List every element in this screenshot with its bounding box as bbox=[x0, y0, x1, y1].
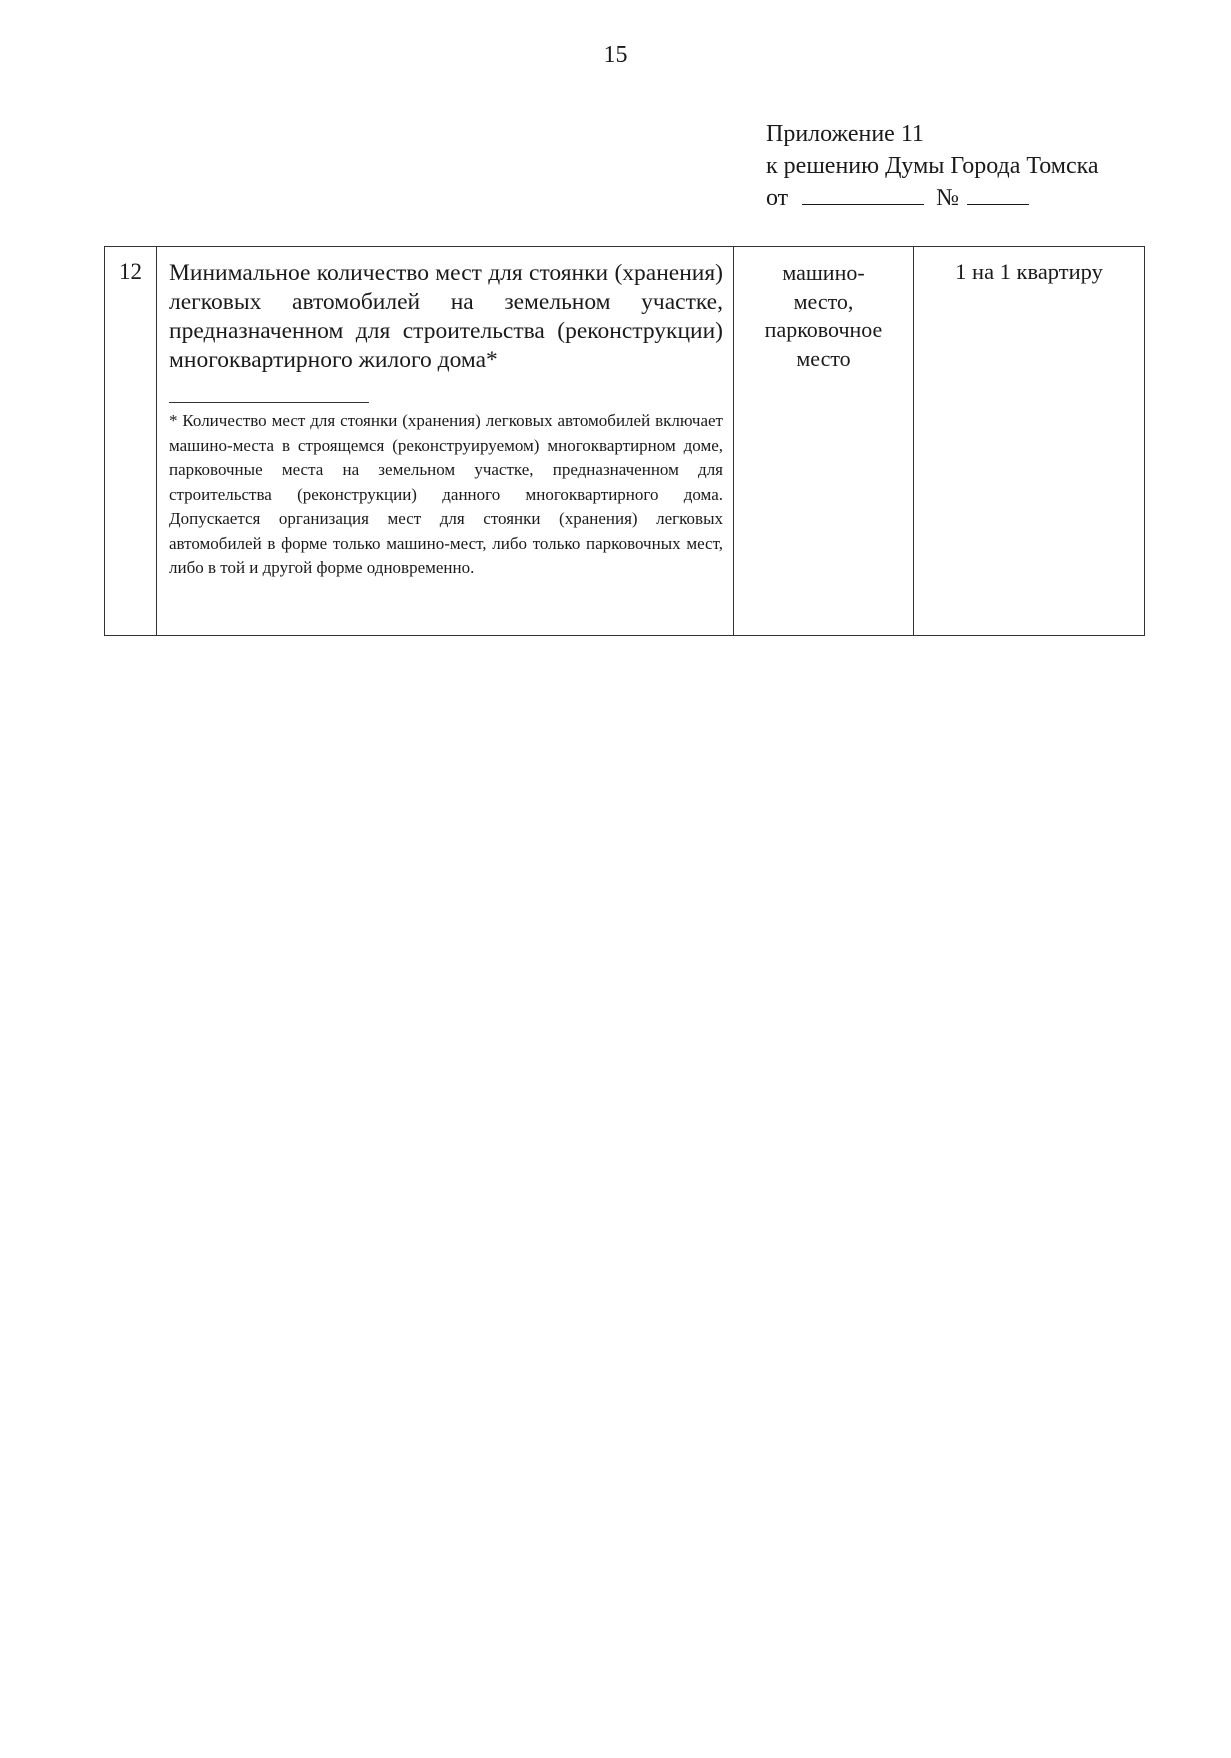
page-number: 15 bbox=[603, 42, 628, 68]
date-blank bbox=[802, 182, 924, 205]
row-description: Минимальное количество мест для стоянки (хранения) легковых автомобилей на земельном участке, предназначенном для строительства (реконструкции) многоквартирного жилого дома* bbox=[169, 260, 723, 373]
unit-line: парковочное bbox=[764, 317, 883, 342]
number-sign: № bbox=[936, 185, 960, 211]
row-unit-cell bbox=[734, 247, 914, 636]
norms-table bbox=[104, 246, 1145, 636]
unit-line: место bbox=[796, 345, 851, 371]
appendix-date-number-line bbox=[766, 182, 1099, 214]
appendix-decision-ref: к решению Думы Города Томска bbox=[766, 153, 1099, 179]
appendix-title: Приложение 11 bbox=[766, 121, 924, 147]
row-description-cell bbox=[157, 247, 734, 636]
from-label: от bbox=[766, 185, 789, 211]
number-blank bbox=[967, 182, 1029, 205]
unit-line: место, bbox=[793, 288, 854, 314]
unit-line: машино- bbox=[782, 260, 865, 285]
table-row bbox=[105, 247, 1145, 636]
row-number: 12 bbox=[105, 247, 157, 636]
footnote-text: * Количество мест для стоянки (хранения) легковых автомобилей включает машино-места в строящемся (реконструируемом) многоквартирном доме, парковочные места на земельном участке, предназначенном для строительства (реконструкции) данного многоквартирного дома. Допускается организация мест для стоянки (хранения) легковых автомобилей в форме только машино-мест, либо только парковочных мест, либо в той и другой форме одновременно. bbox=[169, 411, 723, 577]
footnote-divider bbox=[169, 402, 369, 403]
appendix-header bbox=[766, 118, 1099, 214]
row-value: 1 на 1 квартиру bbox=[914, 247, 1145, 636]
